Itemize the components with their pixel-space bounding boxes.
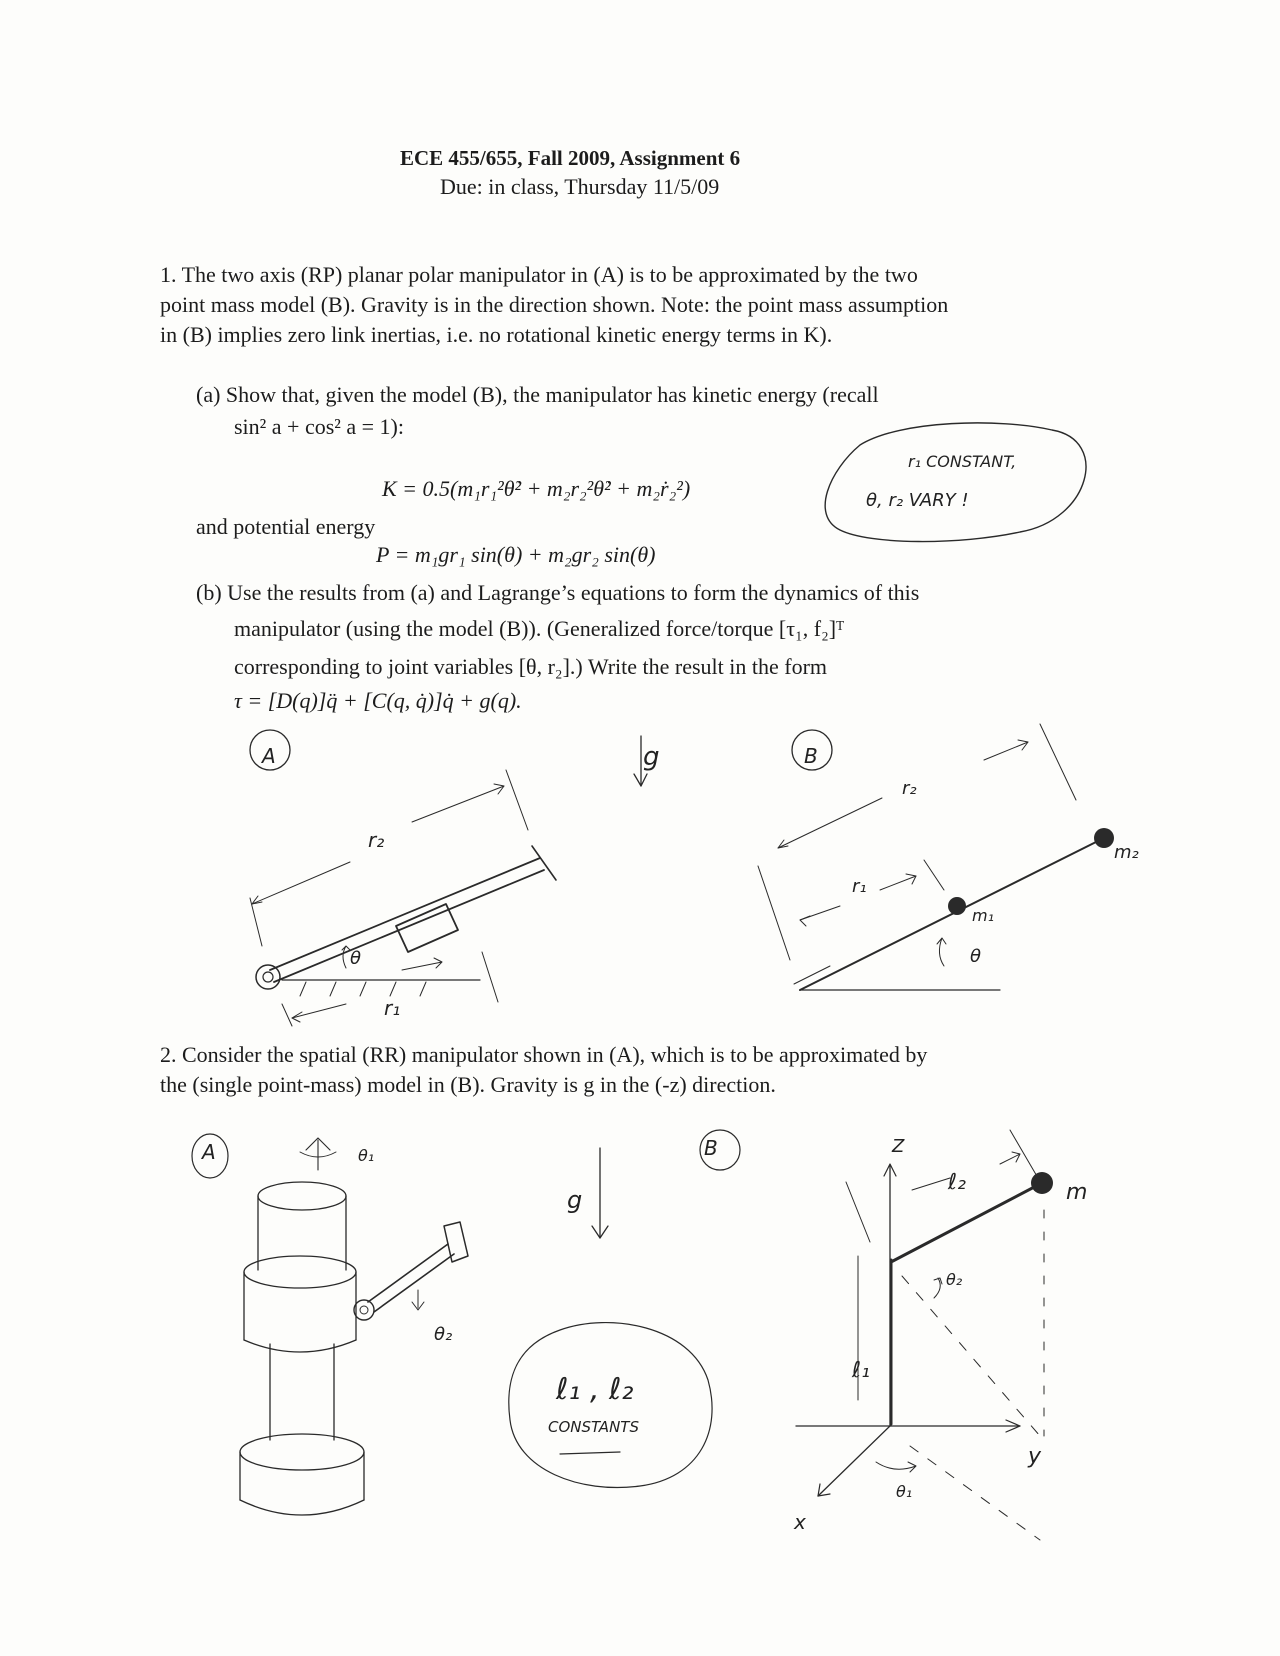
problem1-intro-line2: point mass model (B). Gravity is in the direction shown. Note: the point mass assumption <box>160 292 949 317</box>
part-b-line3: corresponding to joint variables [θ, r₂].) Write the result in the form <box>234 654 828 679</box>
fig2b-theta2-label: θ₂ <box>946 1270 963 1289</box>
fig1-a-tag: A <box>262 744 276 768</box>
fig2b-z-axis-label: Z <box>892 1136 905 1157</box>
fig1b-m1-label: m₁ <box>972 906 994 925</box>
fig2-note-constants: CONSTANTS <box>548 1418 639 1436</box>
fig2b-mass-label: m <box>1066 1180 1088 1205</box>
problem1-intro-line1: 1. The two axis (RP) planar polar manipulator in (A) is to be approximated by the two <box>160 262 918 287</box>
part-a-line1: (a) Show that, given the model (B), the manipulator has kinetic energy (recall <box>196 382 879 407</box>
potential-energy-label: and potential energy <box>196 514 376 539</box>
problem2-intro-line1: 2. Consider the spatial (RR) manipulator shown in (A), which is to be approximated by <box>160 1042 928 1067</box>
fig2a-manipulator-drawing <box>192 1134 468 1515</box>
fig1b-tag-circle <box>792 730 832 770</box>
fig1b-point-mass-drawing <box>758 724 1114 990</box>
problem2-intro-line2: the (single point-mass) model in (B). Gravity is g in the (-z) direction. <box>160 1072 776 1097</box>
fig1b-mass-m1 <box>948 897 966 915</box>
due-date: Due: in class, Thursday 11/5/09 <box>440 174 720 199</box>
note-r1-constant: r₁ CONSTANT, <box>908 452 1017 471</box>
part-b-line2: manipulator (using the model (B)). (Generalized force/torque [τ₁, f₂]ᵀ <box>234 616 845 641</box>
fig1-b-tag: B <box>804 744 818 768</box>
part-b-line1: (b) Use the results from (a) and Lagrange’s equations to form the dynamics of this <box>196 580 920 605</box>
fig2b-point-mass-drawing <box>700 1130 1053 1540</box>
fig2-note-lengths: ℓ₁ , ℓ₂ <box>556 1372 634 1407</box>
fig2b-l1-label: ℓ₁ <box>852 1358 870 1383</box>
fig1a-base-joint <box>256 965 280 989</box>
fig2a-tag-circle <box>192 1134 228 1178</box>
fig1a-r1-label: r₁ <box>384 996 401 1020</box>
fig1b-mass-m2 <box>1094 828 1114 848</box>
assignment-title: ECE 455/655, Fall 2009, Assignment 6 <box>400 146 741 170</box>
dynamics-form-equation: τ = [D(q)]q̈ + [C(q, q̇)]q̇ + g(q). <box>234 688 522 713</box>
fig2-a-tag: A <box>202 1140 216 1164</box>
kinetic-energy-equation: K = 0.5(m₁r₁²θ̇² + m₂r₂²θ̇² + m₂ṙ₂²) <box>382 476 691 501</box>
fig1b-r1-label: r₁ <box>852 876 867 897</box>
fig2a-theta1-label: θ₁ <box>358 1146 375 1165</box>
fig2b-x-axis-label: x <box>794 1510 806 1534</box>
fig1-gravity-arrow <box>634 736 647 786</box>
fig1a-r2-label: r₂ <box>368 828 385 852</box>
fig1b-r2-label: r₂ <box>902 778 917 799</box>
constants-bubble <box>509 1323 712 1488</box>
fig2b-y-axis-label: y <box>1028 1444 1042 1469</box>
fig2-b-tag: B <box>704 1136 718 1160</box>
fig2-gravity-arrow <box>592 1148 608 1238</box>
fig1-gravity-label: g <box>643 742 660 772</box>
fig2a-theta2-label: θ₂ <box>434 1324 453 1345</box>
fig1a-manipulator-drawing <box>250 730 556 1026</box>
fig1b-theta-label: θ <box>970 946 982 967</box>
fig1a-tag-circle <box>250 730 290 770</box>
fig1a-theta-label: θ <box>350 948 362 969</box>
note-bubble <box>825 423 1086 542</box>
fig2b-l2-label: ℓ₂ <box>948 1170 966 1195</box>
part-a-line2: sin² a + cos² a = 1): <box>234 414 404 439</box>
fig1b-m2-label: m₂ <box>1114 842 1139 863</box>
fig2b-tag-circle <box>700 1130 740 1170</box>
fig2b-theta1-label: θ₁ <box>896 1482 913 1501</box>
fig2-gravity-label: g <box>567 1186 583 1214</box>
note-vary: θ, r₂ VARY ! <box>866 490 969 511</box>
problem1-intro-line3: in (B) implies zero link inertias, i.e. no rotational kinetic energy terms in K). <box>160 322 833 347</box>
fig2b-mass-point <box>1031 1172 1053 1194</box>
potential-energy-equation: P = m₁gr₁ sin(θ) + m₂gr₂ sin(θ) <box>376 542 656 567</box>
